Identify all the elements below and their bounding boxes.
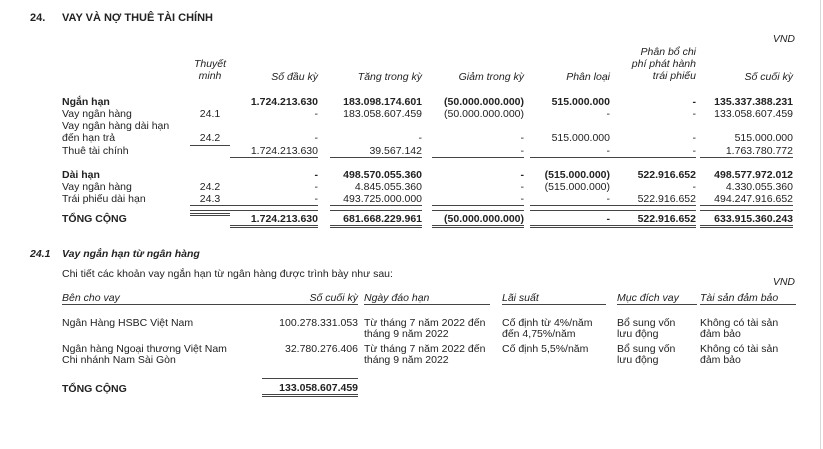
loan-rate: đến 4,75%/năm xyxy=(502,328,576,340)
cell-decrease: - xyxy=(432,145,524,158)
cell-note xyxy=(190,145,230,146)
cell-note: 24.1 xyxy=(199,108,221,120)
cell-reclass: - xyxy=(530,145,610,158)
loan-purpose: lưu động xyxy=(617,354,659,366)
cell-alloc: - xyxy=(692,181,696,193)
cell-decrease: - xyxy=(432,193,524,206)
row-label: Dài hạn xyxy=(62,169,100,181)
loan-maturity: Từ tháng 7 năm 2022 đến xyxy=(364,343,486,355)
header-alloc: Phân bổ chi phí phát hành trái phiếu xyxy=(631,46,696,82)
cell-closing: 515.000.000 xyxy=(734,132,793,144)
cell-closing: 498.577.972.012 xyxy=(714,169,793,181)
loan-purpose: Bổ sung vốn xyxy=(617,343,676,355)
cell-opening: 1.724.213.630 xyxy=(250,96,318,108)
cell-alloc: 522.916.652 xyxy=(610,210,696,228)
cell-decrease: (50.000.000.000) xyxy=(432,210,524,228)
cell-opening: - xyxy=(314,108,318,120)
cell-increase: 39.567.142 xyxy=(330,145,422,158)
loan-maturity: tháng 9 năm 2022 xyxy=(364,354,449,366)
cell-increase: - xyxy=(418,132,422,144)
loan-purpose: Bổ sung vốn xyxy=(617,317,676,329)
cell-opening: - xyxy=(314,132,318,144)
cell-decrease: - xyxy=(520,132,524,144)
cell-closing: 135.337.388.231 xyxy=(714,96,793,108)
page-edge-line xyxy=(820,0,821,449)
lender-name: Ngân Hàng HSBC Việt Nam xyxy=(62,317,194,329)
cell-reclass: 515.000.000 xyxy=(551,96,610,108)
loan-maturity: Từ tháng 7 năm 2022 đến xyxy=(364,317,486,329)
cell-increase: 681.668.229.961 xyxy=(330,210,422,228)
cell-reclass: - xyxy=(530,210,610,228)
row-label: TỔNG CỘNG xyxy=(62,213,127,225)
sub-total-value: 133.058.607.459 xyxy=(262,378,358,397)
lender-name: Chi nhánh Nam Sài Gòn xyxy=(62,354,176,366)
header-decrease: Giảm trong kỳ xyxy=(458,71,524,83)
row-label: Thuê tài chính xyxy=(62,145,129,157)
currency-label: VND xyxy=(772,33,795,45)
row-label: Vay ngân hàng dài hạn xyxy=(62,120,170,132)
cell-note: 24.2 xyxy=(199,181,221,193)
cell-opening: 1.724.213.630 xyxy=(230,210,318,228)
cell-increase: 498.570.055.360 xyxy=(343,169,422,181)
cell-decrease: - xyxy=(520,181,524,193)
row-label-cont: đến hạn trả xyxy=(62,132,116,144)
header-increase: Tăng trong kỳ xyxy=(357,71,422,83)
cell-closing: 633.915.360.243 xyxy=(700,210,793,228)
row-label: Ngắn hạn xyxy=(62,96,110,108)
row-label: Trái phiếu dài hạn xyxy=(62,193,146,205)
header-closing: Số cuối kỳ xyxy=(744,71,793,83)
sub-header-maturity: Ngày đáo hạn xyxy=(364,292,490,305)
sub-total-label: TỔNG CỘNG xyxy=(62,383,127,395)
loan-collateral: Không có tài sản xyxy=(700,343,779,355)
loan-collateral: đảm bảo xyxy=(700,354,741,366)
loan-rate: Cố định từ 4%/năm xyxy=(502,317,593,329)
cell-opening: - xyxy=(314,181,318,193)
sub-header-closing: Số cuối kỳ xyxy=(262,292,358,305)
loan-purpose: lưu động xyxy=(617,328,659,340)
row-label: Vay ngân hàng xyxy=(62,181,132,193)
cell-closing: 1.763.780.772 xyxy=(700,145,793,158)
cell-increase: 183.098.174.601 xyxy=(343,96,422,108)
cell-decrease: (50.000.000.000) xyxy=(444,108,524,120)
cell-reclass: 515.000.000 xyxy=(551,132,610,144)
loan-collateral: đảm bảo xyxy=(700,328,741,340)
cell-alloc: 522.916.652 xyxy=(637,169,696,181)
loan-closing: 100.278.331.053 xyxy=(279,317,358,329)
loan-collateral: Không có tài sản xyxy=(700,317,779,329)
cell-closing: 4.330.055.360 xyxy=(725,181,793,193)
sub-header-purpose: Mục đích vay xyxy=(617,292,697,305)
cell-increase: 493.725.000.000 xyxy=(330,193,422,206)
cell-alloc: - xyxy=(610,145,696,158)
cell-alloc: 522.916.652 xyxy=(610,193,696,206)
cell-closing: 494.247.916.652 xyxy=(700,193,793,206)
header-reclass: Phân loại xyxy=(566,71,610,83)
header-note: Thuyết minh xyxy=(193,58,227,82)
subsection-title: Vay ngắn hạn từ ngân hàng xyxy=(62,248,200,260)
cell-reclass: - xyxy=(530,193,610,206)
cell-alloc: - xyxy=(692,132,696,144)
subsection-intro: Chi tiết các khoản vay ngắn hạn từ ngân hàng được trình bày như sau: xyxy=(62,268,393,280)
cell-increase: 183.058.607.459 xyxy=(343,108,422,120)
cell-alloc: - xyxy=(692,108,696,120)
cell-increase: 4.845.055.360 xyxy=(354,181,422,193)
header-opening: Số đầu kỳ xyxy=(271,71,318,83)
cell-opening: 1.724.213.630 xyxy=(230,145,318,158)
cell-decrease: (50.000.000.000) xyxy=(444,96,524,108)
cell-decrease: - xyxy=(520,169,524,181)
cell-reclass: (515.000.000) xyxy=(544,181,610,193)
cell-note: 24.2 xyxy=(199,132,221,144)
loan-rate: Cố định 5,5%/năm xyxy=(502,343,589,355)
cell-note xyxy=(190,210,230,216)
sub-header-collateral: Tài sản đảm bảo xyxy=(700,292,796,305)
subsection-number: 24.1 xyxy=(30,248,51,260)
row-label: Vay ngân hàng xyxy=(62,108,132,120)
sub-currency-label: VND xyxy=(772,276,795,288)
cell-opening: - xyxy=(314,169,318,181)
sub-header-lender: Bên cho vay xyxy=(62,292,262,305)
lender-name: Ngân hàng Ngoại thương Việt Nam xyxy=(62,343,227,355)
section-number: 24. xyxy=(30,12,46,24)
loan-maturity: tháng 9 năm 2022 xyxy=(364,328,449,340)
cell-reclass: - xyxy=(606,108,610,120)
cell-opening: - xyxy=(230,193,318,206)
cell-closing: 133.058.607.459 xyxy=(714,108,793,120)
loan-closing: 32.780.276.406 xyxy=(285,343,358,355)
section-title: VAY VÀ NỢ THUÊ TÀI CHÍNH xyxy=(62,12,213,24)
sub-header-rate: Lãi suất xyxy=(502,292,606,305)
cell-alloc: - xyxy=(692,96,696,108)
cell-note: 24.3 xyxy=(190,193,230,206)
cell-reclass: (515.000.000) xyxy=(544,169,610,181)
